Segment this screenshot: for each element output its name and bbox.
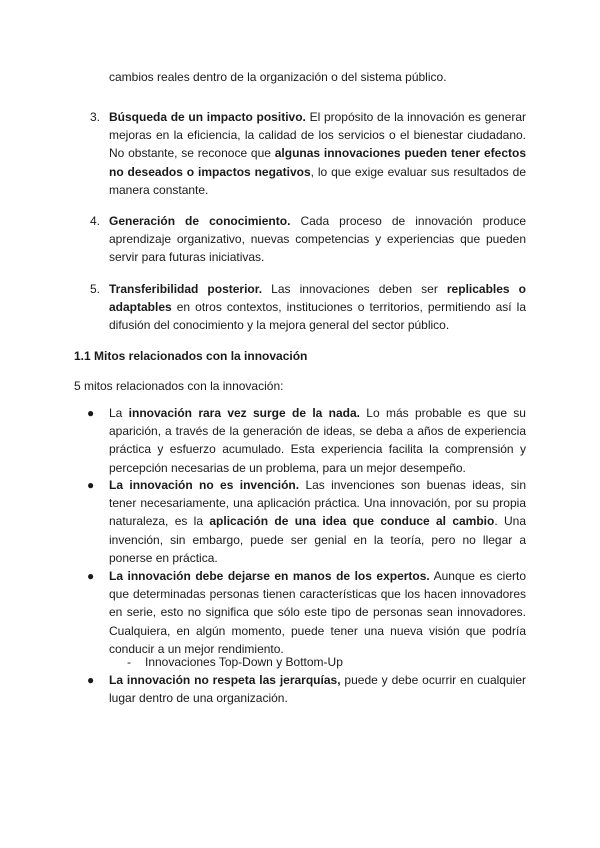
continuation-text: cambios reales dentro de la organización o del sistema público. — [109, 70, 447, 84]
item-bold-text: replicables o adaptables — [109, 282, 526, 315]
item-bold-text: La innovación no respeta las jerarquías, — [109, 673, 341, 687]
list-number: 4. — [90, 214, 101, 228]
item-bold-text: innovación rara vez surge de la nada. — [128, 406, 360, 420]
item-text: Las invenciones son buenas ideas, sin tener necesariamente, una aplicación práctica. Una innovación, por su propia naturaleza, es la — [109, 478, 526, 529]
section-heading: 1.1 Mitos relacionados con la innovación — [74, 349, 308, 363]
item-text: El propósito de la innovación es generar mejoras en la eficiencia, la calidad de los servicios o el bienestar ciudadano. No obstante, se reconoce que — [109, 110, 526, 161]
bullet-dot-icon: ● — [87, 569, 95, 583]
item-bold-text: La innovación debe dejarse en manos de los expertos. — [109, 569, 430, 583]
list-number: 3. — [90, 110, 101, 124]
intro-text: 5 mitos relacionados con la innovación: — [74, 379, 284, 393]
item-text: Lo más probable es que su aparición, a través de la generación de ideas, se deba a años de experiencia práctica y esfuerzo acumulado. Esta experiencia facilita la comprensión y percepción necesarias de un problema, para un mejor desempeño. — [109, 406, 526, 475]
numbered-item — [90, 280, 526, 335]
item-bold-text: Transferibilidad posterior. — [109, 282, 263, 296]
bullet-item — [87, 671, 526, 707]
numbered-item — [90, 108, 526, 199]
item-text: Cada proceso de innovación produce aprendizaje organizativo, nuevas competencias y experiencias que pueden servir para futuras iniciativas. — [109, 214, 526, 265]
bullet-dot-icon: ● — [87, 673, 95, 687]
item-text: en otros contextos, instituciones o territorios, permitiendo así la difusión del conocimiento y la mejora general del sector público. — [109, 300, 526, 333]
item-text: Aunque es cierto que determinadas personas tienen características que los hacen innovadores en serie, esto no significa que sólo este tipo de personas sean innovadores. Cualquiera, en algún momento, puede tener una nueva visión que podría conducir a un mejor rendimiento. — [109, 569, 526, 656]
numbered-item — [90, 212, 526, 267]
list-number: 5. — [90, 282, 101, 296]
bullet-dot-icon: ● — [87, 478, 95, 492]
item-bold-text: aplicación de una idea que conduce al cambio — [209, 514, 495, 529]
sub-item-text: Innovaciones Top-Down y Bottom-Up — [145, 655, 343, 669]
item-text: puede y debe ocurrir en cualquier lugar dentro de una organización. — [109, 673, 526, 706]
dash-marker: - — [127, 655, 131, 669]
item-bold-text: La innovación no es invención. — [109, 478, 300, 492]
item-bold-text: algunas innovaciones pueden tener efectos no deseados o impactos negativos — [109, 146, 526, 179]
bullet-item — [87, 567, 526, 658]
item-bold-text: Búsqueda de un impacto positivo. — [109, 110, 306, 124]
sub-list-item — [127, 653, 343, 671]
item-bold-text: Generación de conocimiento. — [109, 214, 291, 228]
item-text: . Una invención, sin embargo, puede ser genial en la teoría, pero no llegar a ponerse en práctica. — [109, 514, 527, 565]
bullet-item — [87, 476, 527, 567]
bullet-dot-icon: ● — [87, 406, 95, 420]
item-text: , lo que exige evaluar sus resultados de manera constante. — [109, 164, 526, 197]
item-text: Las innovaciones deben ser — [262, 282, 447, 296]
item-text: La — [109, 406, 129, 420]
bullet-item — [87, 404, 526, 477]
